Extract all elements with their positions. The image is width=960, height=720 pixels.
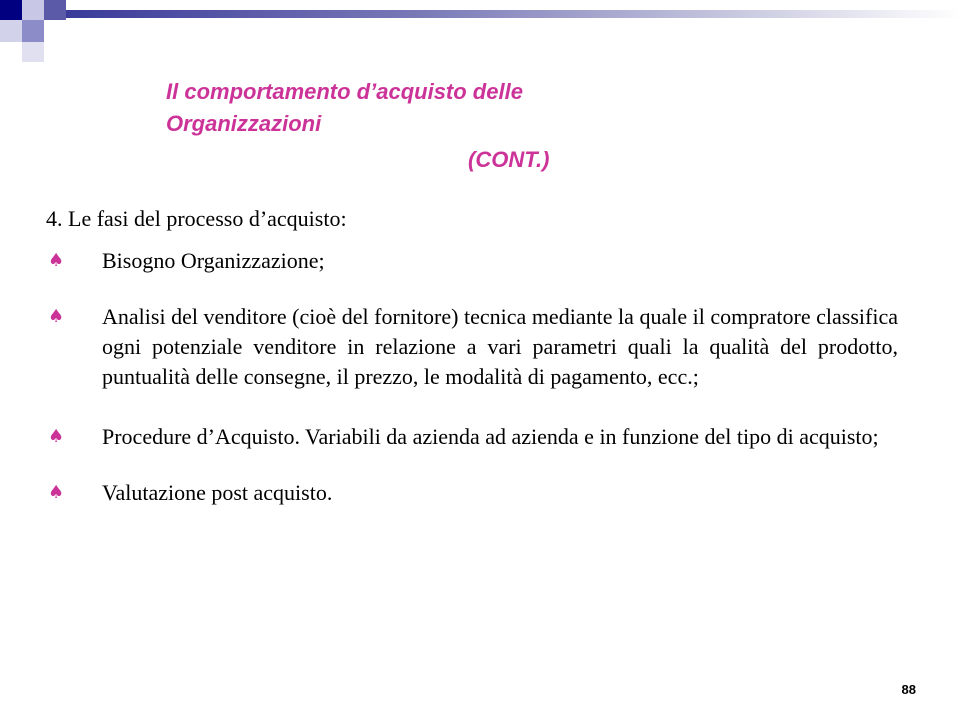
decorative-square [22, 20, 44, 42]
bullet-item [46, 302, 898, 392]
spade-icon: ♠ [48, 482, 65, 503]
top-gradient-bar [66, 10, 960, 18]
bullet-text: Procedure d’Acquisto. Variabili da azienda ad azienda e in funzione del tipo di acquisto; [102, 424, 879, 449]
title-line-3: (CONT.) [468, 147, 550, 172]
bullet-text: Analisi del venditore (cioè del fornitore) tecnica mediante la quale il compratore classifica ogni potenziale venditore in relazione a vari parametri quali la qualità del prodotto, puntualità delle consegne, il prezzo, le modalità di pagamento, ecc.; [102, 304, 898, 389]
slide-content [46, 204, 898, 508]
title-line-2: Organizzazioni [166, 111, 322, 136]
bullet-item [46, 246, 898, 276]
decorative-square [44, 0, 66, 20]
intro-text: 4. Le fasi del processo d’acquisto: [46, 206, 347, 231]
spade-icon: ♠ [48, 306, 65, 327]
bullet-item [46, 422, 898, 452]
bullet-item [46, 478, 898, 508]
spade-icon: ♠ [48, 250, 65, 271]
spade-icon: ♠ [48, 426, 65, 447]
decorative-square [22, 0, 44, 20]
title-line-1: Il comportamento d’acquisto delle [166, 79, 523, 104]
slide-title [166, 76, 766, 180]
decorative-square [0, 20, 22, 42]
bullet-text: Bisogno Organizzazione; [102, 248, 325, 273]
page-number: 88 [901, 682, 916, 697]
bullet-text: Valutazione post acquisto. [102, 480, 333, 505]
decorative-square [0, 0, 22, 20]
decorative-square [22, 42, 44, 62]
